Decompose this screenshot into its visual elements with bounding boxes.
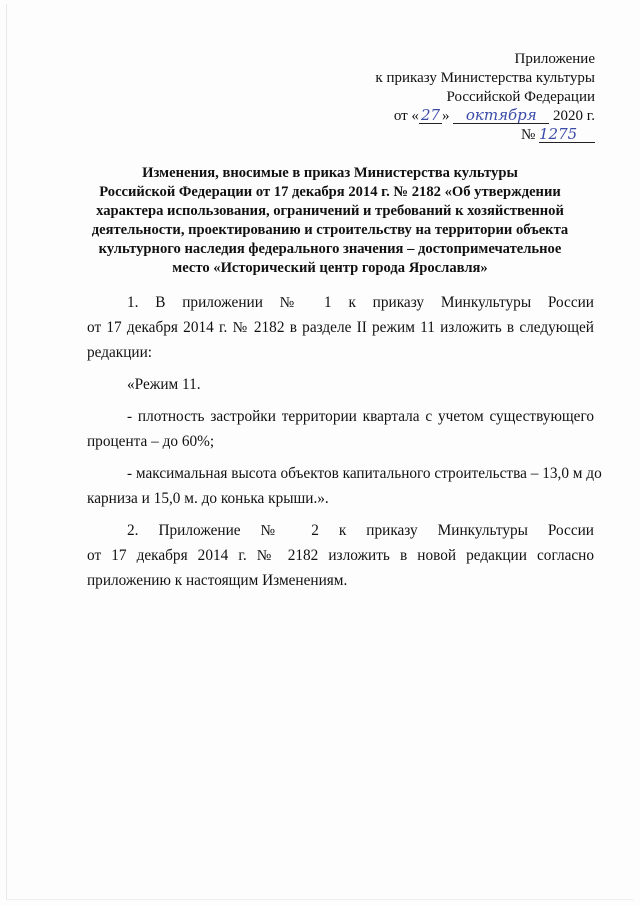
paragraph-line: «Режим 11. [127,376,201,393]
title-line: Изменения, вносимые в приказ Министерства культуры [142,165,518,181]
paragraph-density [87,404,594,454]
date-month-handwritten: октября [453,108,549,124]
date-day-handwritten: 27 [420,106,441,124]
paragraph-line: редакции: [87,344,153,361]
paragraph-line: приложению к настоящим Изменениям. [87,572,348,589]
date-prefix: от « [393,108,419,124]
date-year: 2020 г. [553,108,595,124]
paragraph-line: карниза и 15,0 м. до конька крыши.». [87,490,329,507]
paragraph-line: 2. Приложение № 2 к приказу Минкультуры России [127,522,594,539]
paragraph-regime [87,372,594,397]
document-body [87,290,602,600]
paragraph-1 [87,290,594,365]
order-reference: к приказу Министерства культуры [375,70,595,86]
appendix-label: Приложение [514,51,595,67]
paragraph-line: от 17 декабря 2014 г. № 2182 изложить в новой редакции согласно [87,547,594,564]
title-line: место «Исторический центр города Ярославля» [172,260,488,276]
paragraph-line: - максимальная высота объектов капитального строительства – 13,0 м до [127,465,602,482]
paragraph-2 [87,518,594,593]
order-number-handwritten: 1275 [539,127,595,143]
date-mid: » [442,108,450,124]
title-line: культурного наследия федерального значения – достопримечательное [98,241,562,257]
paragraph-line: от 17 декабря 2014 г. № 2182 в разделе II режим 11 изложить в следующей [87,319,594,336]
paragraph-height [87,461,602,511]
number-prefix: № [520,127,536,143]
title-line: деятельности, проектированию и строительству на территории объекта [91,222,569,238]
paragraph-line: - плотность застройки территории квартала с учетом существующего [127,408,594,425]
order-number [335,126,595,145]
paragraph-line: процента – до 60%; [87,433,215,450]
paragraph-line: 1. В приложении № 1 к приказу Минкультуры России [127,294,594,311]
title-line: Российской Федерации от 17 декабря 2014 г. № 2182 «Об утверждении [99,184,561,200]
order-date [335,107,595,126]
document-title [85,164,575,278]
appendix-header [335,50,595,145]
title-line: характера использования, ограничений и требований к хозяйственной [96,203,564,219]
ministry-country: Российской Федерации [446,89,595,105]
